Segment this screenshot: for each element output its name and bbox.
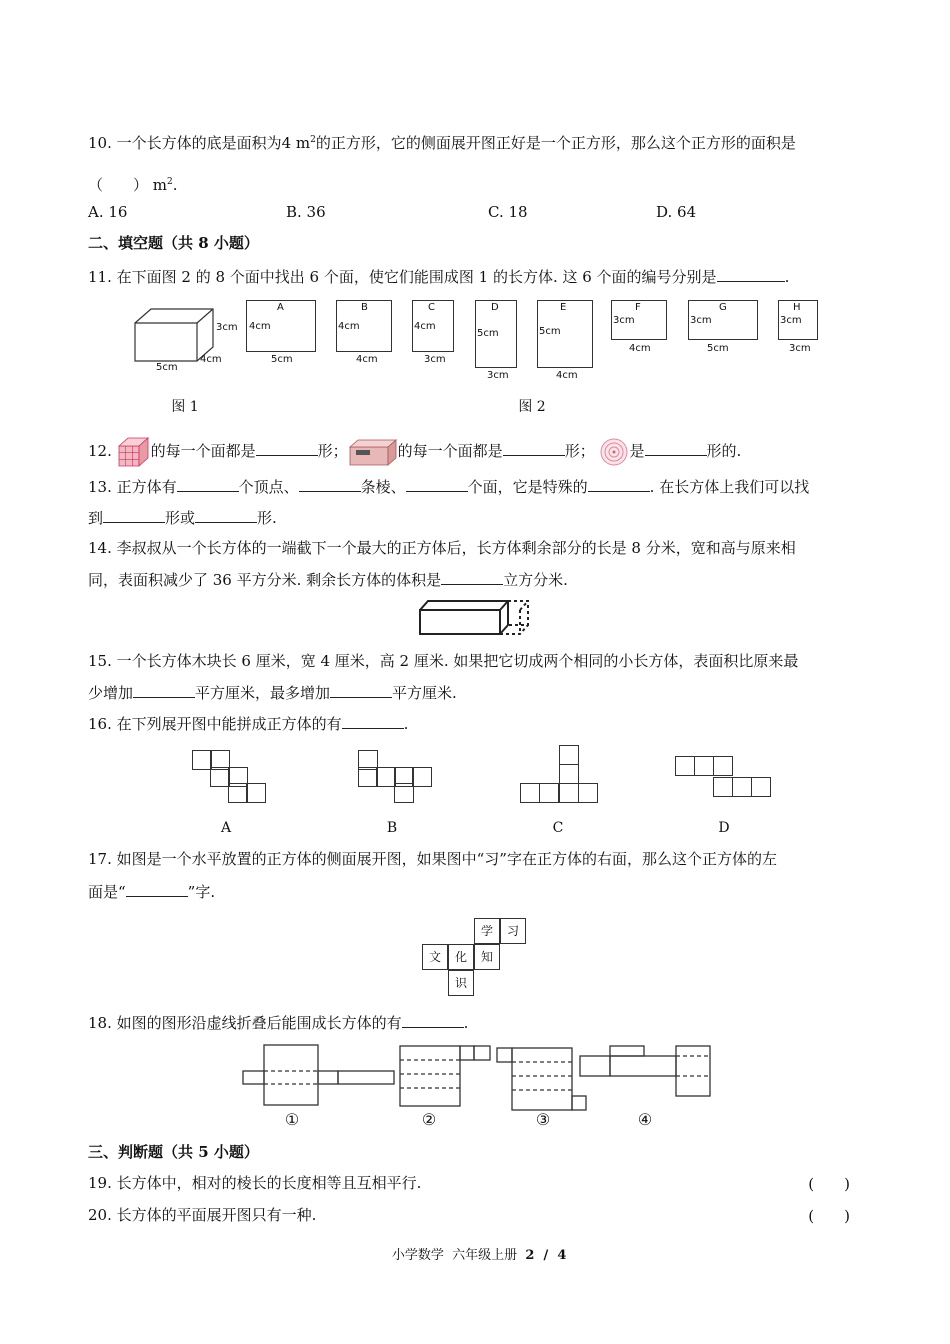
q10-option-b: B. 36 [286, 203, 326, 221]
char-cell-xi: 习 [500, 918, 526, 944]
q14-line1: 14. 李叔叔从一个长方体的一端截下一个最大的正方体后，长方体剩余部分的长是 8 分米，宽和高与原来相 [88, 539, 796, 557]
net-label-4: ④ [637, 1110, 653, 1129]
face-c-side: 4cm [414, 321, 436, 332]
net-label-c: C [552, 820, 564, 836]
q10-line1: 10. 一个长方体的底是面积为4 $m^2$的正方形，它的侧面展开图正好是一个正方形，那么这个正方形的面积是 [88, 134, 796, 152]
char-cell-zhi: 知 [474, 944, 500, 970]
section-judgement-title: 三、判断题（共 5 小题） [88, 1143, 259, 1161]
face-a-side: 4cm [249, 321, 271, 332]
q14-line2: 同，表面积减少了 36 平方分米. 剩余长方体的体积是 立方分米. [88, 571, 568, 589]
face-d-side: 5cm [477, 328, 499, 339]
net-label-3: ③ [535, 1110, 551, 1129]
face-f-side: 3cm [613, 315, 635, 326]
face-e-side: 5cm [539, 326, 561, 337]
char-cell-hua: 化 [448, 944, 474, 970]
char-cell-shi: 识 [448, 970, 474, 996]
q17-line1: 17. 如图是一个水平放置的正方体的侧面展开图，如果图中“习”字在正方体的右面，那么这个正方体的左 [88, 850, 777, 868]
face-g-bottom: 5cm [707, 343, 729, 354]
q19-answer-paren[interactable]: ( ) [808, 1175, 850, 1193]
face-f-name: F [635, 302, 641, 313]
q11-blank [717, 266, 785, 282]
char-cell-xue: 学 [474, 918, 500, 944]
net-label-b: B [386, 820, 398, 836]
fig1-height-label: 3cm [216, 322, 238, 333]
face-f-bottom: 4cm [629, 343, 651, 354]
face-g-side: 3cm [690, 315, 712, 326]
q18-text: 18. 如图的图形沿虚线折叠后能围成长方体的有 . [88, 1014, 469, 1032]
q13-line1: 13. 正方体有 个顶点、 条棱、 个面，它是特殊的 . 在长方体上我们可以找 [88, 478, 810, 496]
face-b-bottom: 4cm [356, 354, 378, 365]
section-fill-in-title: 二、填空题（共 8 小题） [88, 234, 259, 252]
cut-cuboid-figure [418, 598, 536, 638]
face-e-bottom: 4cm [556, 370, 578, 381]
face-c-bottom: 3cm [424, 354, 446, 365]
face-h-side: 3cm [780, 315, 802, 326]
fig1-caption: 图 1 [171, 399, 199, 415]
fig1-depth-label: 4cm [200, 354, 222, 365]
q20-text: 20. 长方体的平面展开图只有一种. [88, 1206, 317, 1224]
q10-option-c: C. 18 [488, 203, 528, 221]
face-h-name: H [793, 302, 801, 313]
face-d-name: D [491, 302, 499, 313]
q16-text: 16. 在下列展开图中能拼成正方体的有 . [88, 715, 409, 733]
face-g-name: G [719, 302, 727, 313]
face-b-side: 4cm [338, 321, 360, 332]
q15-line2: 少增加 平方厘米，最多增加 平方厘米. [88, 684, 457, 702]
q11-text: 11. 在下面图 2 的 8 个面中找出 6 个面，使它们能围成图 1 的长方体. 这 6 个面的编号分别是 . [88, 268, 790, 286]
face-b-name: B [361, 302, 368, 313]
fig1-width-label: 5cm [156, 362, 178, 373]
face-a-name: A [277, 302, 284, 313]
face-e-name: E [560, 302, 567, 313]
face-d-bottom: 3cm [487, 370, 509, 381]
target-circles-icon [599, 437, 629, 467]
q19-text: 19. 长方体中，相对的棱长的长度相等且互相平行. [88, 1174, 422, 1192]
net-label-d: D [718, 820, 730, 836]
cuboid-nets-figure [240, 1040, 720, 1110]
net-label-2: ② [421, 1110, 437, 1129]
q15-line1: 15. 一个长方体木块长 6 厘米，宽 4 厘米，高 2 厘米. 如果把它切成两个相同的小长方体，表面积比原来最 [88, 652, 799, 670]
q20-answer-paren[interactable]: ( ) [808, 1207, 850, 1225]
q17-line2: 面是“ ”字. [88, 883, 216, 901]
q10-option-a: A. 16 [88, 203, 128, 221]
q12-text: 12. 的每一个面都是 形； 的每一个面都是 形； 是 形的. [88, 437, 741, 467]
rubik-cube-icon [117, 437, 151, 467]
net-label-a: A [220, 820, 232, 836]
face-c-name: C [428, 302, 435, 313]
net-label-1: ① [284, 1110, 300, 1129]
face-a-bottom: 5cm [271, 354, 293, 365]
fig2-caption: 图 2 [518, 399, 546, 415]
face-h-bottom: 3cm [789, 343, 811, 354]
q10-line2: （ ） $m^2$. [88, 176, 178, 194]
page-footer: 小学数学 六年级上册 2 / 4 [391, 1248, 567, 1263]
box-icon [348, 437, 398, 467]
char-cell-wen: 文 [422, 944, 448, 970]
q10-option-d: D. 64 [656, 203, 697, 221]
q13-line2: 到 形或 形. [88, 509, 277, 527]
